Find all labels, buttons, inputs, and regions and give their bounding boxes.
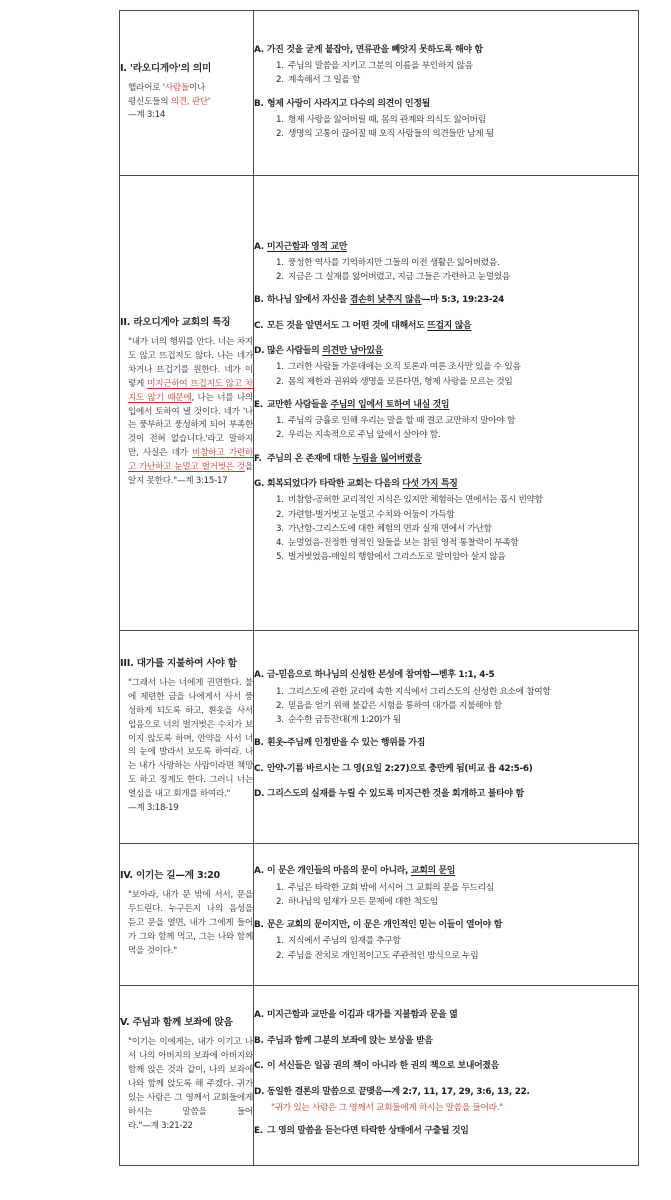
subpoint	[254, 74, 638, 87]
point-marker: D.	[254, 346, 265, 357]
point-prefix: 교만한 사람들을	[267, 399, 331, 410]
subpoint-marker: 1.	[276, 257, 284, 268]
subpoint-text: 가난함-그리스도에 대한 체험의 면과 실재 면에서 가난함	[288, 523, 492, 534]
section-5-roman: V.	[120, 1017, 130, 1029]
subpoint-text: 우리는 지속적으로 주님 앞에서 살아야 함.	[288, 430, 441, 441]
spacer	[254, 779, 638, 788]
point-marker: D.	[254, 1086, 265, 1097]
section-5-left	[120, 986, 254, 1166]
section-1-heading: '라오디게아'의 의미	[129, 62, 212, 74]
point-text: 이 서신들은 일곱 권의 책이 아니라 한 권의 책으로 보내어졌음	[267, 1061, 499, 1072]
subpoint-text: 몸의 제한과 권위와 생명을 모른다면, 형제 사랑을 모르는 것임	[288, 376, 513, 387]
point-text: 뜨겁지 않음	[427, 320, 472, 331]
point-text: 흰옷-주님께 인정받을 수 있는 행위를 가짐	[267, 738, 425, 749]
spacer	[254, 469, 638, 478]
section-2-left	[120, 176, 254, 631]
subpoint-marker: 1.	[276, 114, 284, 125]
subpoint-marker: 3.	[276, 523, 284, 534]
subpoint-marker: 2.	[276, 272, 284, 283]
spacer	[254, 1116, 638, 1125]
section-5-reference: —계 3:21-22	[142, 1120, 193, 1131]
subpoint-text: 믿음을 얻기 위해 불같은 시험을 통하여 대가를 지불해야 함	[288, 701, 502, 712]
subpoint-text: 풍성한 역사를 기억하지만 그들의 이전 생활은 잃어버렸음.	[288, 257, 500, 268]
section-4-quote: "보아라, 내가 문 밖에 서서, 문을 두드린다. 누구든지 나의 음성을 듣고 문을 열면, 내가 그에게 들어가 그와 함께 먹고, 그는 나와 함께 먹을 것이다."	[128, 890, 253, 956]
point-marker: B.	[254, 295, 264, 306]
subpoint	[254, 361, 638, 374]
point-text: 누림을 잃어버렸음	[352, 453, 422, 464]
subpoint-text: 비참함-공허한 교리적인 지식은 있지만 체험하는 면에서는 몹시 빈약함	[288, 495, 543, 506]
point-f	[254, 453, 638, 466]
section-1-left	[120, 11, 254, 176]
point-e	[254, 399, 638, 412]
spacer	[254, 1051, 638, 1060]
subpoint	[254, 686, 638, 699]
section-5-heading: 주님과 함께 보좌에 앉음	[132, 1017, 233, 1029]
section-3-quote: "그래서 나는 너에게 권면한다. 불에 제련한 금을 나에게서 사서 풍성하게 되도록 하고, 흰옷을 사서 입음으로 너의 벌거벗은 수치가 보이지 않도록 하며, 안약을 사서 너의 눈에 발라서 보도록 하여라. 나는 내가 사랑하는 사람이라면 책망도 하고 징계도 한다. 그러니 너는 열심을 내고 회개를 하여라." —계 3:18-19	[128, 677, 253, 814]
section-2-right	[254, 176, 639, 631]
section-1-quote: 헬라어로 '사람들이나 평신도들의 의견, 판단' —계 3:14	[128, 82, 211, 121]
subpoint	[254, 429, 638, 442]
point-text: 다섯 가지 특징	[402, 479, 458, 489]
point-text: 형제 사랑이 사라지고 다수의 의견이 인정될	[267, 98, 430, 109]
section-4-heading: 이기는 길—계 3:20	[135, 870, 221, 882]
subpoint	[254, 114, 638, 127]
section-4-title	[120, 870, 253, 883]
subpoint-text: 눈멀었음-진정한 영적인 일들을 보는 참된 영적 통찰력이 부족함	[288, 538, 519, 549]
section-3-roman: III.	[120, 657, 134, 669]
spacer	[254, 89, 638, 98]
section-2-heading: 라오디게아 교회의 특징	[133, 316, 231, 328]
spacer	[254, 336, 638, 345]
subpoint	[254, 950, 638, 963]
point-d	[254, 1086, 638, 1099]
table-row	[120, 176, 639, 631]
section-5-right	[254, 986, 639, 1166]
subpoint	[254, 537, 638, 550]
spacer	[254, 390, 638, 399]
point-text: 겸손히 낮추지 않음	[349, 295, 422, 306]
section-2-roman: II.	[120, 316, 131, 328]
subpoint	[254, 376, 638, 389]
point-marker: B.	[254, 1035, 264, 1046]
section-2-reference: —계 3:15-17	[176, 476, 228, 487]
subpoint	[254, 896, 638, 909]
subpoint	[254, 494, 638, 507]
point-text: 그 영의 말씀을 듣는다면 타락한 상태에서 구출될 것임	[267, 1126, 469, 1137]
subpoint-marker: 2.	[276, 509, 284, 520]
point-g	[254, 478, 638, 491]
subpoint-text: 주님의 긍휼로 인해 우리는 말을 할 때 결코 교만하지 말아야 함	[288, 416, 515, 427]
point-text: 문은 교회의 문이지만, 이 문은 개인적인 믿는 이들이 열어야 함	[267, 920, 503, 930]
point-text: 가진 것을 굳게 붙잡아, 면류관을 빼앗지 못하도록 해야 함	[267, 44, 483, 55]
section-1-right	[254, 11, 639, 176]
subpoint-marker: 2.	[276, 129, 284, 140]
subpoint-text: 주님을 잔치로 개인적이고도 주관적인 방식으로 누림	[288, 950, 479, 961]
point-a	[254, 865, 638, 878]
subpoint-marker: 5.	[276, 552, 284, 563]
point-marker: B.	[254, 920, 264, 930]
point-suffix: —마 5:3, 19:23-24	[421, 295, 504, 306]
subpoint-marker: 1.	[276, 686, 284, 697]
point-text: 금-믿음으로 하나님의 신성한 본성에 참여함—벧후 1:1, 4-5	[267, 670, 495, 681]
point-b	[254, 98, 638, 111]
subpoint-marker: 1.	[276, 362, 284, 373]
table-row	[120, 11, 639, 176]
section-1-title	[120, 63, 253, 76]
section-4-right	[254, 844, 639, 986]
subpoint	[254, 257, 638, 270]
point-a	[254, 44, 638, 57]
section-3-right	[254, 631, 639, 844]
subpoint-text: 지식에서 주님의 임재를 추구함	[288, 936, 401, 947]
point-b	[254, 919, 638, 932]
section-3-heading: 대가를 지불하여 사야 함	[136, 657, 237, 669]
subpoint-marker: 2.	[276, 75, 284, 86]
point-marker: B.	[254, 98, 264, 109]
subpoint-text: 주님은 타락한 교회 밖에 서시어 그 교회의 문을 두드리심	[288, 882, 494, 893]
section-2-title	[120, 317, 253, 330]
point-marker: D.	[254, 789, 265, 800]
subpoint	[254, 415, 638, 428]
point-text: 주님의 입에서 토하여 내실 것임	[330, 399, 450, 410]
subpoint	[254, 551, 638, 564]
point-text: 미지근함과 교만을 이김과 대가를 지불함과 문을 엶	[267, 1010, 458, 1021]
subpoint	[254, 714, 638, 727]
point-b	[254, 294, 638, 307]
point-d	[254, 788, 638, 801]
spacer	[254, 754, 638, 763]
subpoint	[254, 60, 638, 73]
section-4-left	[120, 844, 254, 986]
highlight-red-underline: 미지근하여 뜨겁지도 않고 차지도 않기 때문에	[128, 378, 253, 403]
point-c	[254, 763, 638, 776]
point-prefix: 주님의 온 존재에 대한	[267, 453, 353, 464]
subpoint-text: 하나님의 임재가 모든 문제에 대한 척도임	[288, 896, 438, 907]
subpoint-text: 그리스도에 관한 교리에 속한 지식에서 그리스도의 신성한 요소에 참여함	[288, 686, 551, 697]
spacer	[254, 910, 638, 919]
spacer	[254, 1077, 638, 1086]
section-1-roman: I.	[120, 62, 127, 74]
spacer	[254, 285, 638, 294]
point-a	[254, 1009, 638, 1022]
point-text: 의견만 남아있음	[322, 346, 383, 357]
point-text: 안약-기름 바르시는 그 영(요일 2:27)으로 충만케 됨(비교 욥 42:5-6)	[267, 763, 533, 774]
highlight-red: 의견, 판단	[170, 96, 208, 107]
point-b	[254, 1035, 638, 1048]
subpoint-marker: 2.	[276, 376, 284, 387]
point-prefix: 회복되었다가 타락한 교회는 다음의	[267, 479, 403, 489]
point-b	[254, 737, 638, 750]
point-c	[254, 320, 638, 333]
section-3-title	[120, 658, 253, 671]
section-3-left	[120, 631, 254, 844]
subpoint-text: 계속해서 그 일을 함	[288, 75, 361, 86]
point-a	[254, 241, 638, 254]
point-d-red-quote	[254, 1102, 638, 1115]
subpoint-marker: 1.	[276, 61, 284, 72]
subpoint-text: 순수한 금등잔대(계 1:20)가 됨	[288, 715, 401, 726]
subpoint-marker: 4.	[276, 538, 284, 549]
spacer	[254, 311, 638, 320]
point-d	[254, 345, 638, 358]
section-2-quote: "내가 너의 행위를 안다. 너는 차지도 않고 뜨겁지도 않다. 나는 네가 차거나 뜨겁기를 원한다. 네가 이렇게 미지근하여 뜨겁지도 않고 차지도 않기 때문에, 나는 너를 나의 입에서 토하여 낼 것이다. 네가 '나는 풍부하고 풍성하게 되어 부족한 것이 전혀 없습니다.'라고 말하지만, 사실은 네가 비참하고 가련하고 가난하고 눈멀고 벌거벗은 것을 알지 못한다."—계 3:15-17	[128, 336, 253, 487]
subpoint-text: 주님의 말씀을 지키고 그분의 이름을 부인하지 않음	[288, 61, 473, 72]
highlight-red-underline: 비참하고 가련하고 가난하고 눈멀고 벌거벗은 것	[128, 448, 253, 473]
outline-table	[119, 10, 639, 1166]
point-text: 동일한 결론의 말씀으로 끝맺음—계 2:7, 11, 17, 29, 3:6, 13, 22.	[267, 1086, 530, 1097]
subpoint-marker: 1.	[276, 882, 284, 893]
subpoint-text: 형제 사랑을 잃어버릴 때, 몸의 관계와 의식도 잃어버림	[288, 114, 486, 125]
point-marker: G.	[254, 479, 265, 489]
spacer	[254, 728, 638, 737]
point-marker: A.	[254, 241, 264, 252]
subpoint-marker: 2.	[276, 950, 284, 961]
point-prefix: 이 문은 개인들의 마음의 문이 아니라,	[267, 866, 411, 877]
point-prefix: 하나님 앞에서 자신을	[267, 295, 350, 306]
highlight-red: 사람들	[164, 82, 189, 93]
spacer	[254, 1026, 638, 1035]
table-row	[120, 631, 639, 844]
point-e	[254, 1125, 638, 1138]
subpoint-marker: 1.	[276, 936, 284, 947]
subpoint-marker: 3.	[276, 715, 284, 726]
spacer	[254, 444, 638, 453]
subpoint	[254, 509, 638, 522]
subpoint-text: 벌거벗었음-매일의 행함에서 그리스도로 말미암아 살지 않음	[288, 552, 506, 563]
section-5-quote: "이기는 이에게는, 내가 이기고 나서 나의 아버지의 보좌에 아버지와 함께 앉은 것과 같이, 나의 보좌에 나와 함께 앉도록 해 주겠다. 귀가 있는 사람은 그 영께서 교회들에게 하시는 말씀을 들어라."—계 3:21-22	[128, 1037, 253, 1131]
point-text: 교회의 문임	[410, 866, 456, 877]
point-marker: A.	[254, 670, 264, 681]
subpoint-marker: 2.	[276, 701, 284, 712]
subpoint-marker: 2.	[276, 430, 284, 441]
subpoint-text: 그러한 사람들 가운데에는 오직 토론과 여론 조사만 있을 수 있음	[288, 362, 521, 373]
subpoint-marker: 2.	[276, 896, 284, 907]
point-marker: F.	[254, 453, 262, 464]
section-5-title	[120, 1017, 253, 1030]
point-prefix: 많은 사람들의	[267, 346, 323, 357]
subpoint-marker: 1.	[276, 495, 284, 506]
section-3-reference: —계 3:18-19	[128, 803, 179, 814]
point-marker: E.	[254, 1126, 263, 1137]
point-c	[254, 1060, 638, 1073]
point-prefix: 모든 것을 알면서도 그 어떤 것에 대해서도	[267, 320, 428, 331]
point-a	[254, 669, 638, 682]
point-marker: A.	[254, 1010, 264, 1021]
subpoint	[254, 271, 638, 284]
point-text: 주님과 함께 그분의 보좌에 앉는 보상을 받음	[267, 1035, 433, 1046]
point-marker: B.	[254, 738, 264, 749]
point-marker: C.	[254, 1061, 264, 1072]
section-1-reference: —계 3:14	[128, 110, 166, 121]
table-row	[120, 986, 639, 1166]
subpoint	[254, 882, 638, 895]
point-marker: A.	[254, 44, 264, 55]
subpoint-marker: 1.	[276, 416, 284, 427]
subpoint-text: 지금은 그 실재를 잃어버렸고, 지금 그들은 가련하고 눈멀었음	[288, 272, 510, 283]
subpoint	[254, 128, 638, 141]
point-marker: C.	[254, 763, 264, 774]
subpoint	[254, 700, 638, 713]
point-marker: C.	[254, 320, 264, 331]
highlight-red: "귀가 있는 사람은 그 영께서 교회들에게 하시는 말씀을 들어라."	[271, 1102, 503, 1113]
subpoint-text: 가련함-벌거벗고 눈멀고 수치와 어둠이 가득함	[288, 509, 455, 520]
point-text: 미지근함과 영적 교만	[267, 241, 348, 252]
subpoint	[254, 935, 638, 948]
point-marker: A.	[254, 866, 264, 877]
point-marker: E.	[254, 399, 263, 410]
subpoint-text: 생명의 고통이 끊어질 때 오직 사람들의 의견들만 남게 됨	[288, 129, 494, 140]
table-row	[120, 844, 639, 986]
subpoint	[254, 523, 638, 536]
point-text: 그리스도의 실재를 누릴 수 있도록 미지근한 것을 회개하고 불타야 함	[267, 789, 524, 800]
section-4-roman: IV.	[120, 870, 133, 882]
